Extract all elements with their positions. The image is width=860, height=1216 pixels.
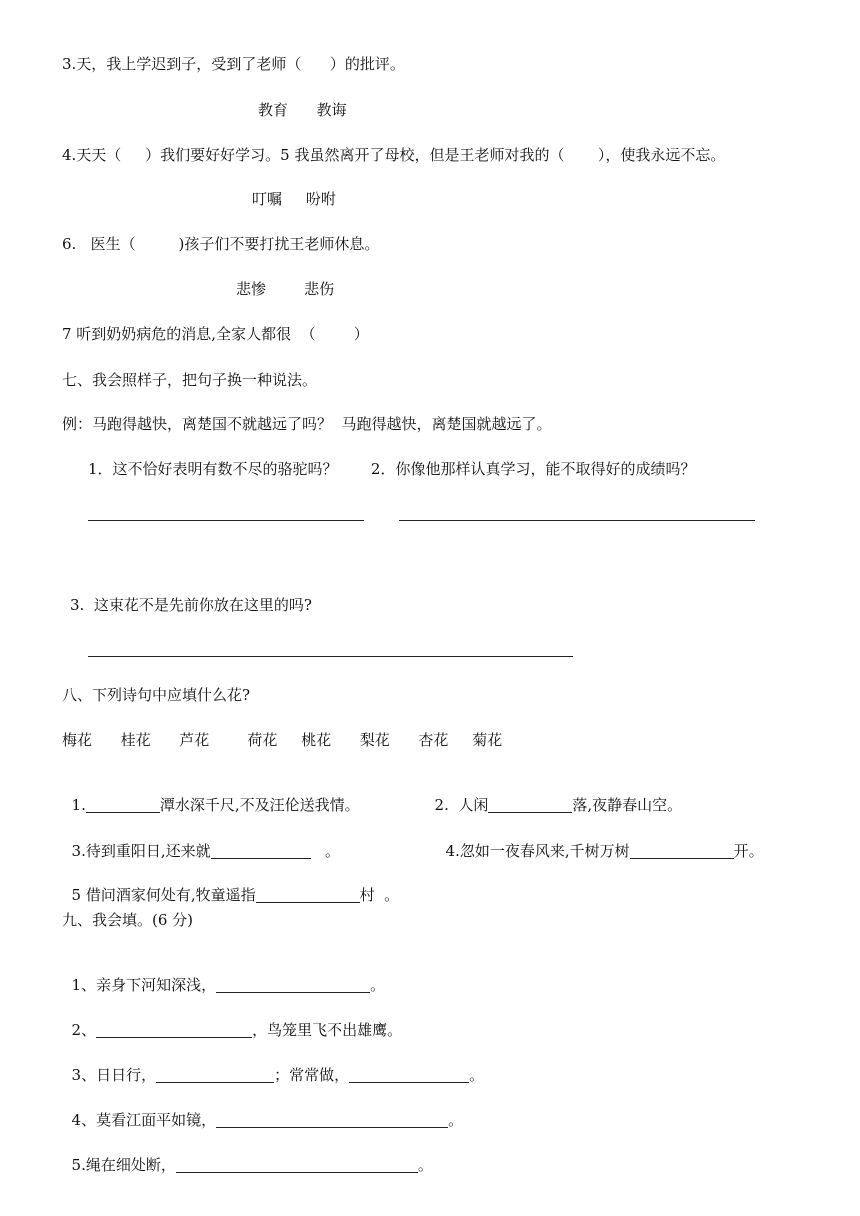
section-8-title: 八、下列诗句中应填什么花? [62, 686, 251, 704]
question-6-options: 悲惨 悲伤 [236, 280, 335, 298]
poem-question-4 [436, 821, 764, 861]
proverb-q2-suffix: ，鸟笼里飞不出雄鹰。 [252, 1021, 403, 1039]
proverb-q3-prefix: 3、日日行， [71, 1066, 157, 1084]
proverb-question-1 [62, 955, 385, 995]
question-6: 6. 医生（ )孩子们不要打扰王老师休息。 [62, 235, 380, 253]
poem-q4-blank[interactable] [630, 844, 734, 859]
proverb-question-3 [62, 1045, 484, 1085]
poem-question-5 [62, 865, 399, 905]
poem-q2-suffix: 落,夜静春山空。 [572, 796, 683, 814]
flower-word-bank: 梅花 桂花 芦花 荷花 桃花 梨花 杏花 菊花 [62, 731, 503, 749]
question-7: 7 听到奶奶病危的消息,全家人都很 （ ） [62, 325, 369, 343]
proverb-q4-prefix: 4、莫看江面平如镜， [71, 1111, 217, 1129]
question-3: 3.天，我上学迟到子，受到了老师（ ）的批评。 [62, 55, 405, 73]
answer-line-1[interactable] [88, 520, 364, 521]
proverb-q3-suffix: 。 [469, 1066, 485, 1084]
section-7-item-3: 3. 这束花不是先前你放在这里的吗? [70, 596, 312, 614]
poem-q5-prefix: 5 借问酒家何处有,牧童遥指 [71, 886, 256, 904]
proverb-q4-suffix: 。 [448, 1111, 464, 1129]
poem-q5-blank[interactable] [256, 888, 360, 903]
poem-q2-blank[interactable] [488, 798, 572, 813]
poem-q1-blank[interactable] [86, 798, 160, 813]
poem-q3-prefix: 3.待到重阳日,还来就 [71, 842, 211, 860]
proverb-q1-suffix: 。 [370, 976, 386, 994]
question-4-5: 4.天天（ ）我们要好好学习。5 我虽然离开了母校，但是王老师对我的（ ），使我永远不忘。 [62, 146, 726, 164]
poem-question-1 [62, 775, 360, 815]
answer-line-2[interactable] [399, 520, 755, 521]
answer-line-3[interactable] [88, 656, 573, 657]
poem-q1-prefix: 1. [71, 796, 86, 814]
proverb-q3-blank-1[interactable] [156, 1068, 274, 1083]
proverb-question-4 [62, 1090, 463, 1130]
poem-q3-suffix: 。 [310, 842, 340, 860]
proverb-q2-prefix: 2、 [71, 1021, 97, 1039]
poem-q5-suffix: 村 。 [359, 886, 400, 904]
proverb-q3-mid: ；常常做， [274, 1066, 350, 1084]
section-9-title: 九、我会填。(6 分) [62, 911, 194, 929]
proverb-question-2 [62, 1000, 402, 1040]
proverb-q5-blank[interactable] [176, 1158, 418, 1173]
poem-q2-prefix: 2. 人闲 [434, 796, 489, 814]
poem-q4-suffix: 开。 [733, 842, 764, 860]
proverb-q4-blank[interactable] [216, 1113, 448, 1128]
poem-q1-suffix: 潭水深千尺,不及汪伦送我情。 [159, 796, 360, 814]
poem-question-3 [62, 821, 340, 861]
poem-q3-blank[interactable] [211, 844, 311, 859]
question-3-options: 教育 教诲 [258, 101, 347, 119]
proverb-q5-suffix: 。 [417, 1156, 433, 1174]
proverb-q1-prefix: 1、亲身下河知深浅， [71, 976, 217, 994]
proverb-q1-blank[interactable] [216, 978, 370, 993]
proverb-q3-blank-2[interactable] [349, 1068, 469, 1083]
section-7-title: 七、我会照样子，把句子换一种说法。 [62, 371, 318, 389]
section-7-example: 例：马跑得越快，离楚国不就越远了吗？ 马跑得越快，离楚国就越远了。 [62, 415, 552, 433]
question-4-options: 叮嘱 吩咐 [252, 190, 336, 208]
proverb-q5-prefix: 5.绳在细处断， [71, 1156, 176, 1174]
proverb-q2-blank[interactable] [96, 1023, 252, 1038]
poem-q4-prefix: 4.忽如一夜春风来,千树万树 [445, 842, 630, 860]
proverb-question-5 [62, 1135, 433, 1175]
poem-question-2 [425, 775, 682, 815]
section-7-items: 1．这不恰好表明有数不尽的骆驼吗？ 2．你像他那样认真学习，能不取得好的成绩吗？ [88, 460, 696, 478]
